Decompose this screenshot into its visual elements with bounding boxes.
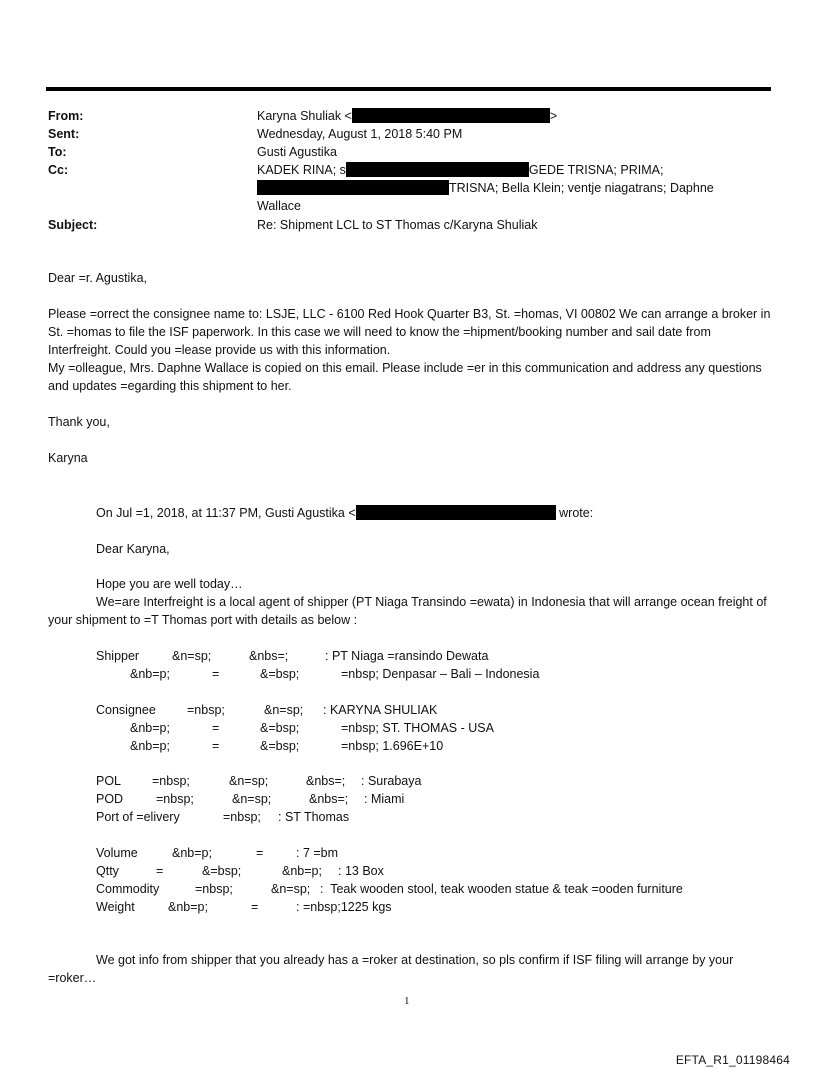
redaction-block	[257, 180, 449, 195]
filler-text: &nbs=;	[249, 649, 289, 663]
filler-text: &n=sp;	[264, 703, 304, 717]
filler-text: &nbs=;	[306, 774, 346, 788]
filler-text: &n=sp;	[172, 649, 212, 663]
filler-text: =nbsp;	[195, 882, 233, 896]
cc-part: TRISNA; Bella Klein; ventje niagatrans; Daphne	[449, 181, 714, 195]
consignee-location: =nbsp; ST. THOMAS - USA	[341, 721, 494, 735]
quoted-paragraph: We=are Interfreight is a local agent of shipper (PT Niaga Transindo =ewata) in Indonesia that will arrange ocean freight of your shipment to =T Thomas port with details as below :	[48, 595, 767, 627]
filler-text: &nb=p;	[168, 900, 208, 914]
consignee-value: : KARYNA SHULIAK	[323, 703, 438, 717]
filler-text: &=bsp;	[202, 864, 242, 878]
filler-text: =	[256, 846, 264, 860]
from-value	[257, 107, 557, 125]
filler-text: &nb=p;	[130, 739, 170, 753]
redaction-block	[346, 162, 529, 177]
volume-label: Volume	[96, 846, 138, 860]
sent-value: Wednesday, August 1, 2018 5:40 PM	[257, 127, 463, 141]
weight-value: : =nbsp;1225 kgs	[296, 900, 392, 914]
weight-label: Weight	[96, 900, 135, 914]
filler-text: =	[212, 739, 220, 753]
commodity-label: Commodity	[96, 882, 160, 896]
cc-part: KADEK RINA; s	[257, 163, 346, 177]
filler-text: &nb=p;	[130, 721, 170, 735]
cc-label: Cc:	[48, 163, 69, 177]
to-label: To:	[48, 145, 67, 159]
consignee-number: =nbsp; 1.696E+10	[341, 739, 444, 753]
quoted-line: Hope you are well today…	[96, 577, 243, 591]
cc-value-line1	[257, 161, 663, 179]
filler-text: =nbsp;	[187, 703, 225, 717]
greeting: Dear =r. Agustika,	[48, 271, 148, 285]
filler-text: &nb=p;	[282, 864, 322, 878]
signature: Karyna	[48, 451, 88, 465]
filler-text: =	[251, 900, 259, 914]
port-value: : ST Thomas	[278, 810, 350, 824]
filler-text: =	[212, 721, 220, 735]
port-label: Port of =elivery	[96, 810, 180, 824]
filler-text: &=bsp;	[260, 739, 300, 753]
page-number: 1	[404, 995, 410, 1007]
from-label: From:	[48, 109, 84, 123]
redaction-block	[356, 505, 556, 520]
filler-text: =	[156, 864, 164, 878]
volume-value: : 7 =bm	[296, 846, 339, 860]
from-close: >	[549, 109, 558, 123]
redaction-block	[352, 108, 550, 123]
filler-text: &=bsp;	[260, 667, 300, 681]
pol-label: POL	[96, 774, 122, 788]
shipper-label: Shipper	[96, 649, 140, 663]
filler-text: =nbsp;	[223, 810, 261, 824]
body-paragraph: Please =orrect the consignee name to: LSJE, LLC - 6100 Red Hook Quarter B3, St. =homas, VI 00802 We can arrange a broker in St. =homas to file the ISF paperwork. In this case we will need to know the =hipment/booking number and sail date from Interfreight. Could you =lease provide us with this information.	[48, 307, 771, 357]
filler-text: =	[212, 667, 220, 681]
pol-value: : Surabaya	[361, 774, 422, 788]
bates-number: EFTA_R1_01198464	[675, 1053, 790, 1067]
filler-text: &n=sp;	[271, 882, 311, 896]
pod-label: POD	[96, 792, 124, 806]
filler-text: &nbs=;	[309, 792, 349, 806]
thanks: Thank you,	[48, 415, 110, 429]
consignee-label: Consignee	[96, 703, 156, 717]
sent-label: Sent:	[48, 127, 80, 141]
qtty-value: : 13 Box	[338, 864, 384, 878]
quoted-intro	[96, 504, 593, 522]
quoted-intro-text: On Jul =1, 2018, at 11:37 PM, Gusti Agustika <	[96, 506, 356, 520]
filler-text: =nbsp;	[156, 792, 194, 806]
quoted-greeting: Dear Karyna,	[96, 542, 170, 556]
pod-value: : Miami	[364, 792, 405, 806]
body-paragraph: My =olleague, Mrs. Daphne Wallace is copied on this email. Please include =er in this communication and address any questions and updates =egarding this shipment to her.	[48, 361, 762, 393]
filler-text: &n=sp;	[229, 774, 269, 788]
to-value: Gusti Agustika	[257, 145, 337, 159]
shipper-value: : PT Niaga =ransindo Dewata	[325, 649, 489, 663]
filler-text: &nb=p;	[172, 846, 212, 860]
quoted-intro-wrote: wrote:	[559, 506, 594, 520]
subject-label: Subject:	[48, 218, 98, 232]
commodity-value: : Teak wooden stool, teak wooden statue & teak =ooden furniture	[320, 882, 683, 896]
shipper-address: =nbsp; Denpasar – Bali – Indonesia	[341, 667, 540, 681]
filler-text: &nb=p;	[130, 667, 170, 681]
cc-value-line3: Wallace	[257, 199, 301, 213]
cc-value-line2	[257, 179, 714, 197]
quoted-closing: We got info from shipper that you already has a =roker at destination, so pls confirm if ISF filing will arrange by your =roker…	[48, 953, 734, 985]
cc-part: GEDE TRISNA; PRIMA;	[528, 163, 664, 177]
filler-text: =nbsp;	[152, 774, 190, 788]
from-name: Karyna Shuliak <	[257, 109, 352, 123]
filler-text: &n=sp;	[232, 792, 272, 806]
subject-value: Re: Shipment LCL to ST Thomas c/Karyna Shuliak	[257, 218, 538, 232]
qtty-label: Qtty	[96, 864, 119, 878]
header-rule	[46, 87, 771, 91]
filler-text: &=bsp;	[260, 721, 300, 735]
